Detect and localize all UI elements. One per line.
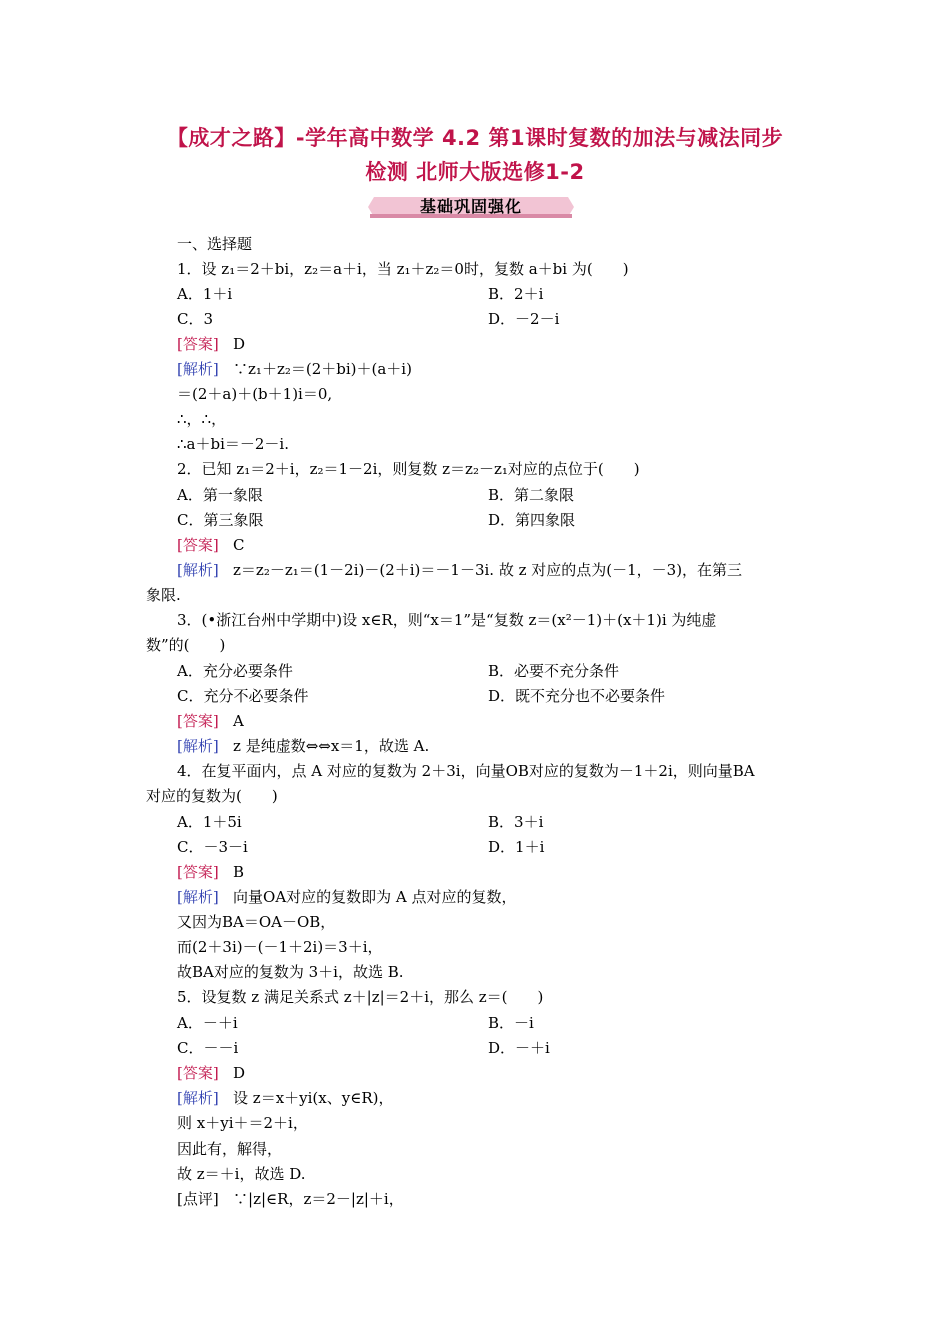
q4-option-d: D．1＋i: [488, 838, 545, 856]
section-heading: 一、选择题: [177, 235, 253, 253]
q5-option-c: C．－－i: [177, 1039, 239, 1057]
comment-tag: [点评]: [177, 1190, 219, 1208]
answer-tag: [答案]: [177, 712, 219, 730]
q3-stem-1: 3．(•浙江台州中学期中)设 x∈R，则“x＝1”是“复数 z＝(x²－1)＋(x＋1)i 为纯虚: [177, 611, 717, 629]
q4-analysis-text-1: 向量OA对应的复数即为 A 点对应的复数，: [233, 888, 517, 906]
document-title-line-1: 【成才之路】-学年高中数学 4.2 第1课时复数的加法与减法同步: [166, 126, 784, 150]
q1-answer: [177, 334, 245, 354]
q3-analysis-1: [177, 736, 429, 756]
q4-analysis-1: [177, 887, 517, 907]
q2-option-d: D．第四象限: [488, 511, 576, 529]
q3-stem-2: 数”的( ): [146, 636, 226, 654]
q4-analysis-2: 又因为BA＝OA－OB，: [177, 913, 336, 931]
answer-tag: [答案]: [177, 335, 219, 353]
analysis-tag: [解析]: [177, 561, 219, 579]
analysis-tag: [解析]: [177, 737, 219, 755]
q1-option-d: D．－2－i: [488, 310, 560, 328]
q4-stem-2: 对应的复数为( ): [146, 787, 278, 805]
q1-analysis-4: ∴a＋bi＝－2－i.: [177, 435, 289, 453]
q4-analysis-4: 故BA对应的复数为 3＋i，故选 B.: [177, 963, 404, 981]
q2-analysis-1: [177, 560, 742, 580]
q1-analysis-3: ∴，∴，: [177, 410, 227, 428]
q5-analysis-1: [177, 1088, 393, 1108]
q1-option-c: C．3: [177, 310, 214, 328]
q5-answer: [177, 1063, 245, 1083]
q5-answer-value: D: [233, 1064, 246, 1082]
q5-analysis-4: 故 z＝＋i，故选 D.: [177, 1165, 306, 1183]
q2-option-a: A．第一象限: [177, 486, 263, 504]
q2-stem: 2．已知 z₁＝2＋i，z₂＝1－2i，则复数 z＝z₂－z₁对应的点位于( ): [177, 460, 640, 478]
q1-answer-value: D: [233, 335, 246, 353]
q5-option-a: A．－＋i: [177, 1014, 238, 1032]
q5-analysis-text-1: 设 z＝x＋yi(x、y∈R)，: [233, 1089, 394, 1107]
q1-analysis-text-1: ∵z₁＋z₂＝(2＋bi)＋(a＋i): [233, 360, 412, 378]
q1-stem: 1．设 z₁＝2＋bi，z₂＝a＋i，当 z₁＋z₂＝0时，复数 a＋bi 为( ): [177, 260, 629, 278]
answer-tag: [答案]: [177, 863, 219, 881]
section-banner: [368, 194, 574, 220]
q4-answer: [177, 862, 244, 882]
q5-option-b: B．－i: [488, 1014, 534, 1032]
q1-analysis-2: ＝(2＋a)＋(b＋1)i＝0,: [177, 385, 333, 403]
q2-option-c: C．第三象限: [177, 511, 264, 529]
q2-option-b: B．第二象限: [488, 486, 575, 504]
q3-option-d: D．既不充分也不必要条件: [488, 687, 666, 705]
q5-comment: [177, 1189, 404, 1209]
q4-option-c: C．－3－i: [177, 838, 248, 856]
answer-tag: [答案]: [177, 536, 219, 554]
q5-analysis-3: 因此有，解得，: [177, 1140, 283, 1158]
analysis-tag: [解析]: [177, 1089, 219, 1107]
q3-option-b: B．必要不充分条件: [488, 662, 620, 680]
banner-label: 基础巩固强化: [419, 197, 522, 216]
analysis-tag: [解析]: [177, 888, 219, 906]
q4-answer-value: B: [233, 863, 245, 881]
q4-analysis-3: 而(2＋3i)－(－1＋2i)＝3＋i，: [177, 938, 383, 956]
q1-option-a: A．1＋i: [177, 285, 233, 303]
answer-tag: [答案]: [177, 1064, 219, 1082]
q5-option-d: D．－＋i: [488, 1039, 550, 1057]
q1-option-b: B．2＋i: [488, 285, 544, 303]
q2-answer: [177, 535, 245, 555]
q2-analysis-text-1: z＝z₂－z₁＝(1－2i)－(2＋i)＝－1－3i. 故 z 对应的点为(－1，－3)，在第三: [233, 561, 743, 579]
q2-analysis-2: 象限.: [146, 586, 181, 604]
document-title-line-2: 检测 北师大版选修1-2: [365, 160, 585, 184]
q1-analysis-1: [177, 359, 412, 379]
q3-answer: [177, 711, 244, 731]
q5-stem: 5．设复数 z 满足关系式 z＋|z|＝2＋i，那么 z＝( ): [177, 988, 544, 1006]
q4-stem-1: 4．在复平面内，点 A 对应的复数为 2＋3i，向量OB对应的复数为－1＋2i，则向量BA: [177, 762, 755, 780]
q4-option-b: B．3＋i: [488, 813, 544, 831]
analysis-tag: [解析]: [177, 360, 219, 378]
q3-answer-value: A: [233, 712, 244, 730]
q4-option-a: A．1＋5i: [177, 813, 242, 831]
q3-analysis-text-1: z 是纯虚数⇔⇔x＝1，故选 A.: [233, 737, 430, 755]
q3-option-c: C．充分不必要条件: [177, 687, 309, 705]
q5-analysis-2: 则 x＋yi＋＝2＋i，: [177, 1114, 308, 1132]
q3-option-a: A．充分必要条件: [177, 662, 293, 680]
q2-answer-value: C: [233, 536, 245, 554]
q5-comment-text-1: ∵|z|∈R，z＝2－|z|＋i，: [233, 1190, 404, 1208]
